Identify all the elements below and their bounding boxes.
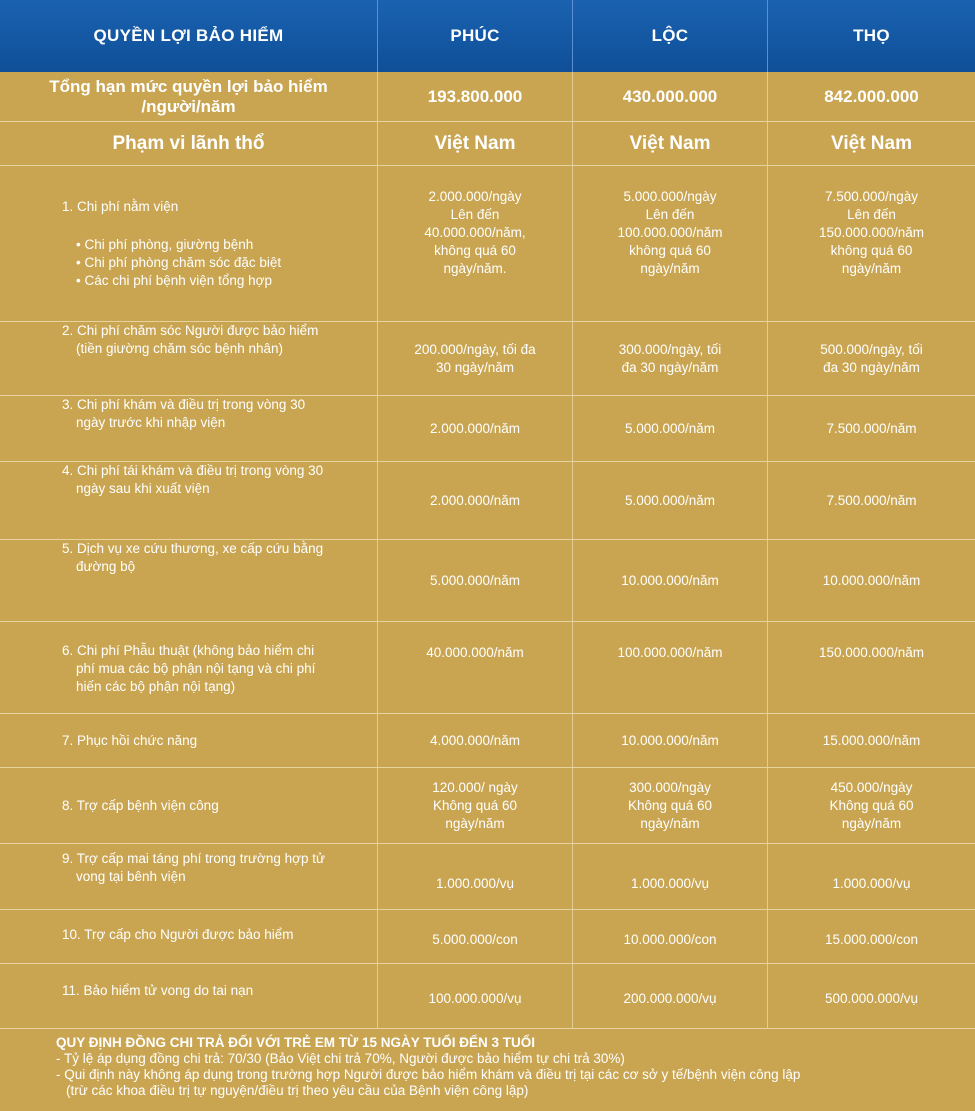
benefit-label <box>0 166 378 321</box>
benefit-loc: 10.000.000/năm <box>573 714 768 767</box>
total-limit-loc: 430.000.000 <box>573 72 768 121</box>
benefit-label <box>0 322 378 395</box>
value-line: ngày/năm <box>841 815 902 831</box>
total-limit-row <box>0 72 975 122</box>
benefit-label: 7. Phục hồi chức năng <box>0 714 378 767</box>
benefit-loc: 200.000.000/vụ <box>573 964 768 1028</box>
value-line: ngày/năm <box>640 815 700 831</box>
territory-loc: Việt Nam <box>573 122 768 165</box>
benefit-label: 11. Bảo hiểm tử vong do tai nạn <box>0 964 378 1028</box>
value-line: ngày/năm. <box>443 261 507 276</box>
value-line: Không quá 60 <box>432 797 518 813</box>
benefit-phuc <box>378 322 573 395</box>
bullet-item: • Chi phí phòng chăm sóc đặc biệt <box>76 254 281 272</box>
label-line: vong tại bênh viện <box>76 869 186 884</box>
total-limit-tho: 842.000.000 <box>824 86 919 106</box>
benefit-loc <box>573 322 768 395</box>
label-line: đường bộ <box>76 559 136 574</box>
value-line: đa 30 ngày/năm <box>621 359 719 375</box>
value-line: 200.000/ngày, tối đa <box>414 341 536 357</box>
total-limit-phuc: 193.800.000 <box>378 72 573 121</box>
value-line: Lên đến <box>645 207 695 222</box>
note-line: - Qui định này không áp dụng trong trường hợp Người được bảo hiểm khám và điều trị tại các cơ sở y tế/bệnh viện công lập <box>56 1067 801 1082</box>
benefit-loc: 10.000.000/con <box>573 910 768 963</box>
value-line: Không quá 60 <box>627 797 713 813</box>
benefit-tho: 15.000.000/năm <box>822 732 921 748</box>
header-tho: THỌ <box>853 26 890 45</box>
value-line: Không quá 60 <box>829 797 914 813</box>
benefit-tho: 15.000.000/con <box>824 931 919 947</box>
territory-tho: Việt Nam <box>831 132 912 154</box>
table-row <box>0 844 975 910</box>
benefit-tho <box>768 322 975 395</box>
benefit-label: 10. Trợ cấp cho Người được bảo hiểm <box>0 910 378 963</box>
value-line: 40.000.000/năm, <box>424 225 526 240</box>
benefit-loc: 10.000.000/năm <box>573 540 768 621</box>
benefit-tho: 150.000.000/năm <box>818 645 925 660</box>
benefit-phuc <box>378 166 573 321</box>
table-row <box>0 768 975 844</box>
benefit-label: 8. Trợ cấp bệnh viện công <box>0 768 378 843</box>
value-line: 150.000.000/năm <box>818 225 925 240</box>
note-line: (trừ các khoa điều trị tự nguyện/điều trị theo yêu cầu của Bệnh viện công lập) <box>66 1083 529 1098</box>
benefit-loc: 1.000.000/vụ <box>573 844 768 909</box>
table-row <box>0 166 975 322</box>
table-row <box>0 462 975 540</box>
header-phuc: PHÚC <box>378 0 573 72</box>
value-line: không quá 60 <box>629 243 711 258</box>
value-line: 5.000.000/ngày <box>623 189 717 204</box>
bullet-item: • Chi phí phòng, giường bệnh <box>76 236 281 254</box>
label-line: 4. Chi phí tái khám và điều trị trong vòng 30 <box>62 463 324 478</box>
table-row <box>0 396 975 462</box>
value-line: 7.500.000/ngày <box>824 189 919 204</box>
note-line: - Tỷ lệ áp dụng đồng chi trả: 70/30 (Bảo Việt chi trả 70%, Người được bảo hiểm tự chi trả 30%) <box>56 1051 625 1066</box>
table-row <box>0 540 975 622</box>
benefit-tho: 1.000.000/vụ <box>832 875 911 891</box>
value-line: ngày/năm <box>841 261 902 276</box>
bullet-item: • Các chi phí bệnh viện tổng hợp <box>76 272 281 290</box>
label-line: 5. Dịch vụ xe cứu thương, xe cấp cứu bằng <box>62 541 324 556</box>
benefit-phuc: 2.000.000/năm <box>378 462 573 539</box>
label-line: (tiền giường chăm sóc bệnh nhân) <box>76 341 284 356</box>
note-title: QUY ĐỊNH ĐỒNG CHI TRẢ ĐỐI VỚI TRẺ EM TỪ 15 NGÀY TUỔI ĐẾN 3 TUỔI <box>56 1035 536 1050</box>
benefit-tho <box>768 166 975 321</box>
label-line: 6. Chi phí Phẫu thuật (không bảo hiểm chi <box>62 643 315 658</box>
value-line: Lên đến <box>450 207 500 222</box>
co-payment-note <box>0 1028 975 1111</box>
total-limit-label: Tổng hạn mức quyền lợi bảo hiểm /người/năm <box>0 72 378 121</box>
table-row <box>0 714 975 768</box>
benefit-phuc <box>378 768 573 843</box>
benefit-loc <box>573 768 768 843</box>
benefit-tho: 7.500.000/năm <box>826 492 917 508</box>
table-header <box>0 0 975 72</box>
benefit-tho: 500.000.000/vụ <box>824 991 919 1006</box>
benefit-loc: 5.000.000/năm <box>573 462 768 539</box>
value-line: 2.000.000/ngày <box>428 189 522 204</box>
benefit-loc: 5.000.000/năm <box>573 396 768 461</box>
label-line: 2. Chi phí chăm sóc Người được bảo hiểm <box>62 323 319 338</box>
value-line: 30 ngày/năm <box>435 359 515 375</box>
benefit-phuc: 100.000.000/vụ <box>378 964 573 1028</box>
value-line: không quá 60 <box>434 243 516 258</box>
value-line: 120.000/ ngày <box>432 779 518 795</box>
value-line: 300.000/ngày <box>629 779 711 795</box>
table-row <box>0 964 975 1028</box>
benefit-tho: 7.500.000/năm <box>826 420 917 436</box>
benefit-phuc: 5.000.000/năm <box>378 540 573 621</box>
table-row <box>0 910 975 964</box>
table-row <box>0 622 975 714</box>
value-line: ngày/năm <box>445 815 505 831</box>
benefit-title: 1. Chi phí nằm viện <box>62 198 179 214</box>
label-line: hiến các bộ phận nội tạng) <box>76 679 236 694</box>
benefit-phuc: 1.000.000/vụ <box>378 844 573 909</box>
header-loc: LỘC <box>573 0 768 72</box>
table-row <box>0 322 975 396</box>
territory-row <box>0 122 975 166</box>
header-benefits: QUYỀN LỢI BẢO HIỂM <box>0 0 378 72</box>
benefit-phuc: 40.000.000/năm <box>378 622 573 713</box>
benefit-phuc: 4.000.000/năm <box>378 714 573 767</box>
territory-label: Phạm vi lãnh thổ <box>0 122 378 165</box>
label-line: ngày trước khi nhập viện <box>76 415 226 430</box>
benefit-label <box>0 622 378 713</box>
value-line: 300.000/ngày, tối <box>618 341 722 357</box>
label-line: 9. Trợ cấp mai táng phí trong trường hợp tử <box>62 851 326 866</box>
value-line: 500.000/ngày, tối <box>820 341 923 357</box>
territory-phuc: Việt Nam <box>378 122 573 165</box>
benefit-tho: 10.000.000/năm <box>822 572 921 588</box>
value-line: đa 30 ngày/năm <box>823 359 920 375</box>
value-line: Lên đến <box>847 207 896 222</box>
benefit-label <box>0 540 378 621</box>
benefit-label <box>0 462 378 539</box>
benefit-label <box>0 844 378 909</box>
benefit-phuc: 5.000.000/con <box>378 910 573 963</box>
value-line: ngày/năm <box>640 261 700 276</box>
benefit-loc: 100.000.000/năm <box>573 622 768 713</box>
value-line: 100.000.000/năm <box>617 225 723 240</box>
label-line: ngày sau khi xuất viện <box>76 481 210 496</box>
value-line: không quá 60 <box>830 243 913 258</box>
benefit-label <box>0 396 378 461</box>
benefit-tho <box>768 768 975 843</box>
benefit-loc <box>573 166 768 321</box>
benefit-phuc: 2.000.000/năm <box>378 396 573 461</box>
value-line: 450.000/ngày <box>830 779 913 795</box>
label-line: phí mua các bộ phận nội tạng và chi phí <box>76 661 316 676</box>
label-line: 3. Chi phí khám và điều trị trong vòng 30 <box>62 397 306 412</box>
